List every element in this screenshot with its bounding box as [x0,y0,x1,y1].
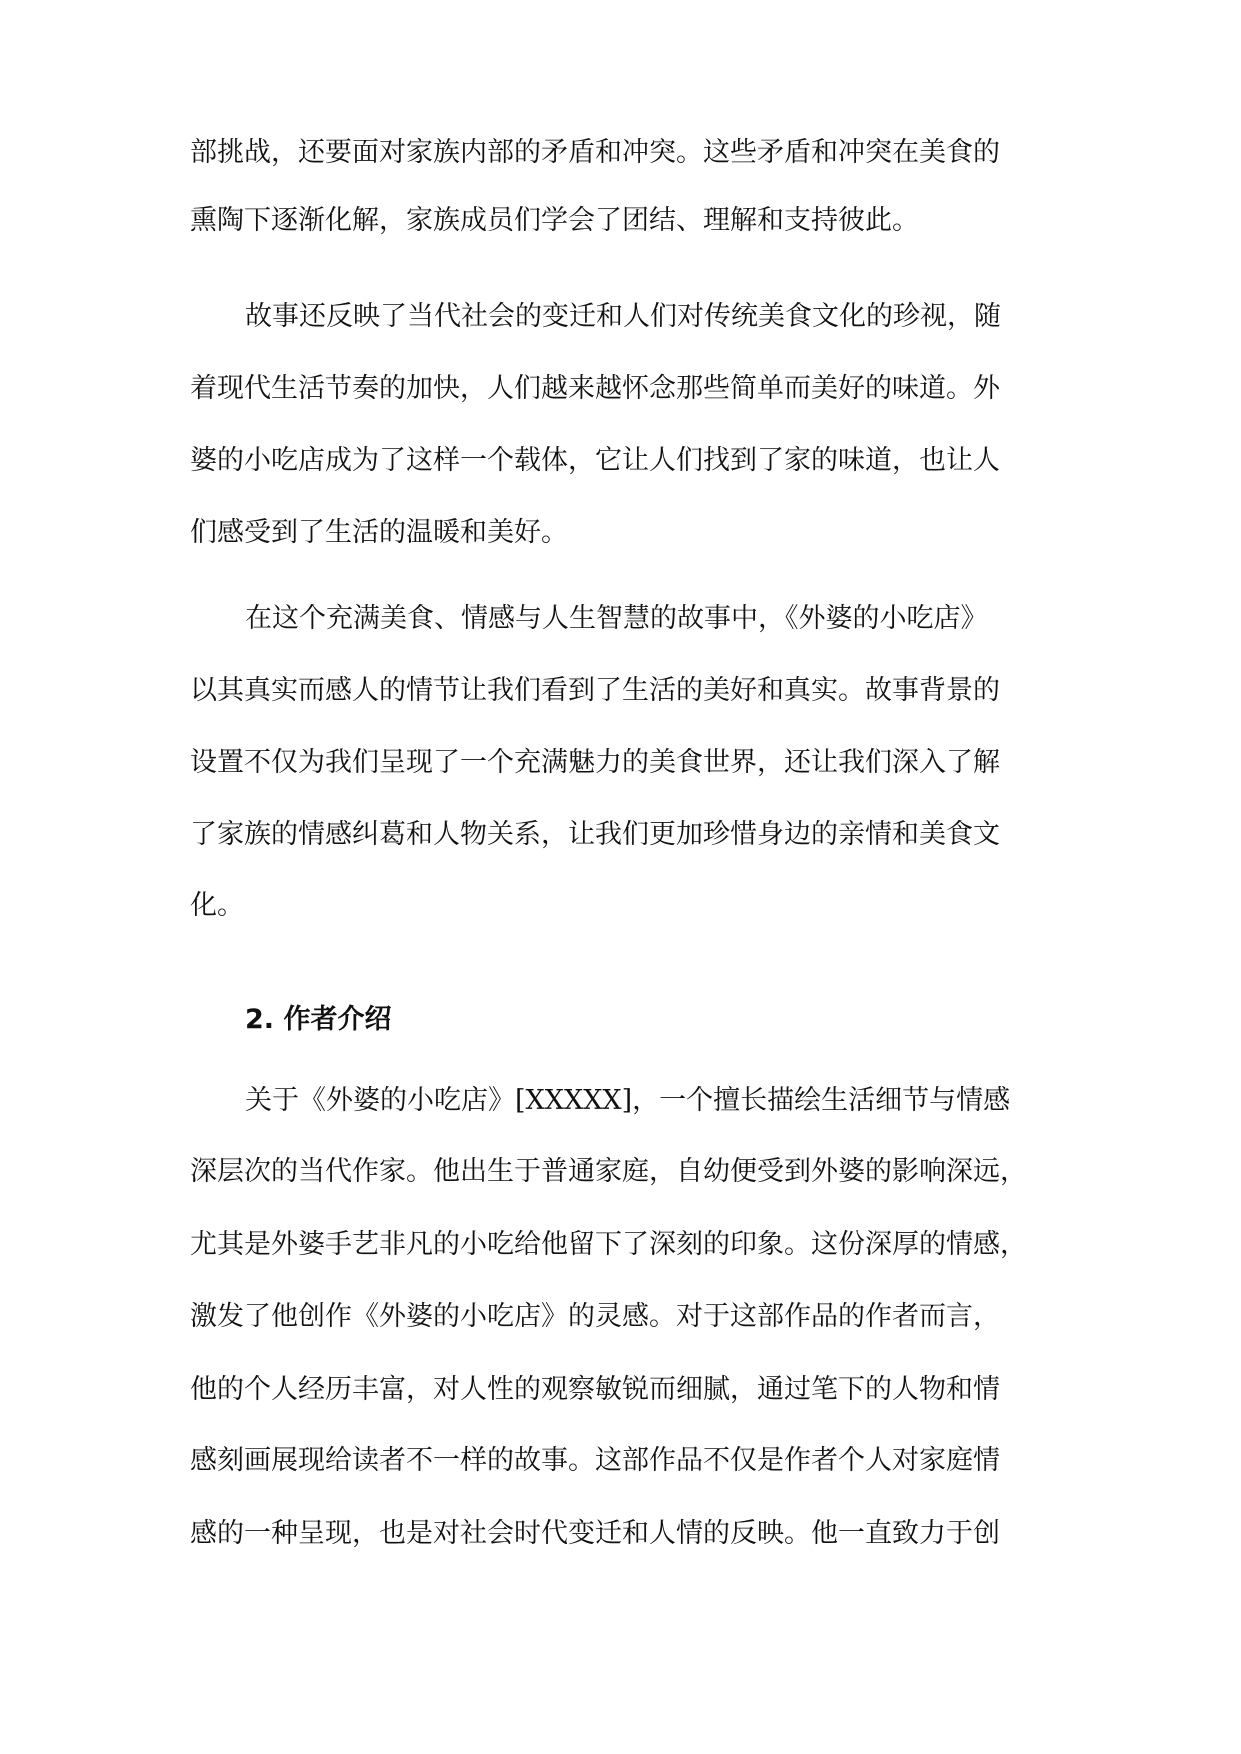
paragraph-line: 在这个充满美食、情感与人生智慧的故事中，《外婆的小吃店》 [245,603,988,634]
paragraph-line: 着现代生活节奏的加快，人们越来越怀念那些简单而美好的味道。外 [190,373,1000,404]
paragraph-line: 了家族的情感纠葛和人物关系，让我们更加珍惜身边的亲情和美食文 [190,819,1000,850]
paragraph-line: 故事还反映了当代社会的变迁和人们对传统美食文化的珍视，随 [245,301,1001,332]
paragraph-line: 部挑战，还要面对家族内部的矛盾和冲突。这些矛盾和冲突在美食的 [190,137,1000,168]
section-heading: 2. 作者介绍 [245,1004,392,1035]
paragraph-line: 尤其是外婆手艺非凡的小吃给他留下了深刻的印象。这份深厚的情感， [190,1229,1027,1260]
paragraph-line: 熏陶下逐渐化解，家族成员们学会了团结、理解和支持彼此。 [190,205,919,236]
paragraph-line: 感刻画展现给读者不一样的故事。这部作品不仅是作者个人对家庭情 [190,1445,1000,1476]
paragraph-line: 以其真实而感人的情节让我们看到了生活的美好和真实。故事背景的 [190,675,1000,706]
paragraph-line: 感的一种呈现，也是对社会时代变迁和人情的反映。他一直致力于创 [190,1518,1000,1549]
paragraph-line: 激发了他创作《外婆的小吃店》的灵感。对于这部作品的作者而言， [190,1301,1000,1332]
paragraph-line: 关于《外婆的小吃店》[XXXXX]，一个擅长描绘生活细节与情感 [245,1085,1011,1116]
paragraph-line: 设置不仅为我们呈现了一个充满魅力的美食世界，还让我们深入了解 [190,747,1000,778]
paragraph-line: 婆的小吃店成为了这样一个载体，它让人们找到了家的味道，也让人 [190,445,1000,476]
paragraph-line: 化。 [190,890,244,921]
paragraph-line: 他的个人经历丰富，对人性的观察敏锐而细腻，通过笔下的人物和情 [190,1374,1000,1405]
paragraph-line: 们感受到了生活的温暖和美好。 [190,517,568,548]
paragraph-line: 深层次的当代作家。他出生于普通家庭，自幼便受到外婆的影响深远， [190,1156,1027,1187]
